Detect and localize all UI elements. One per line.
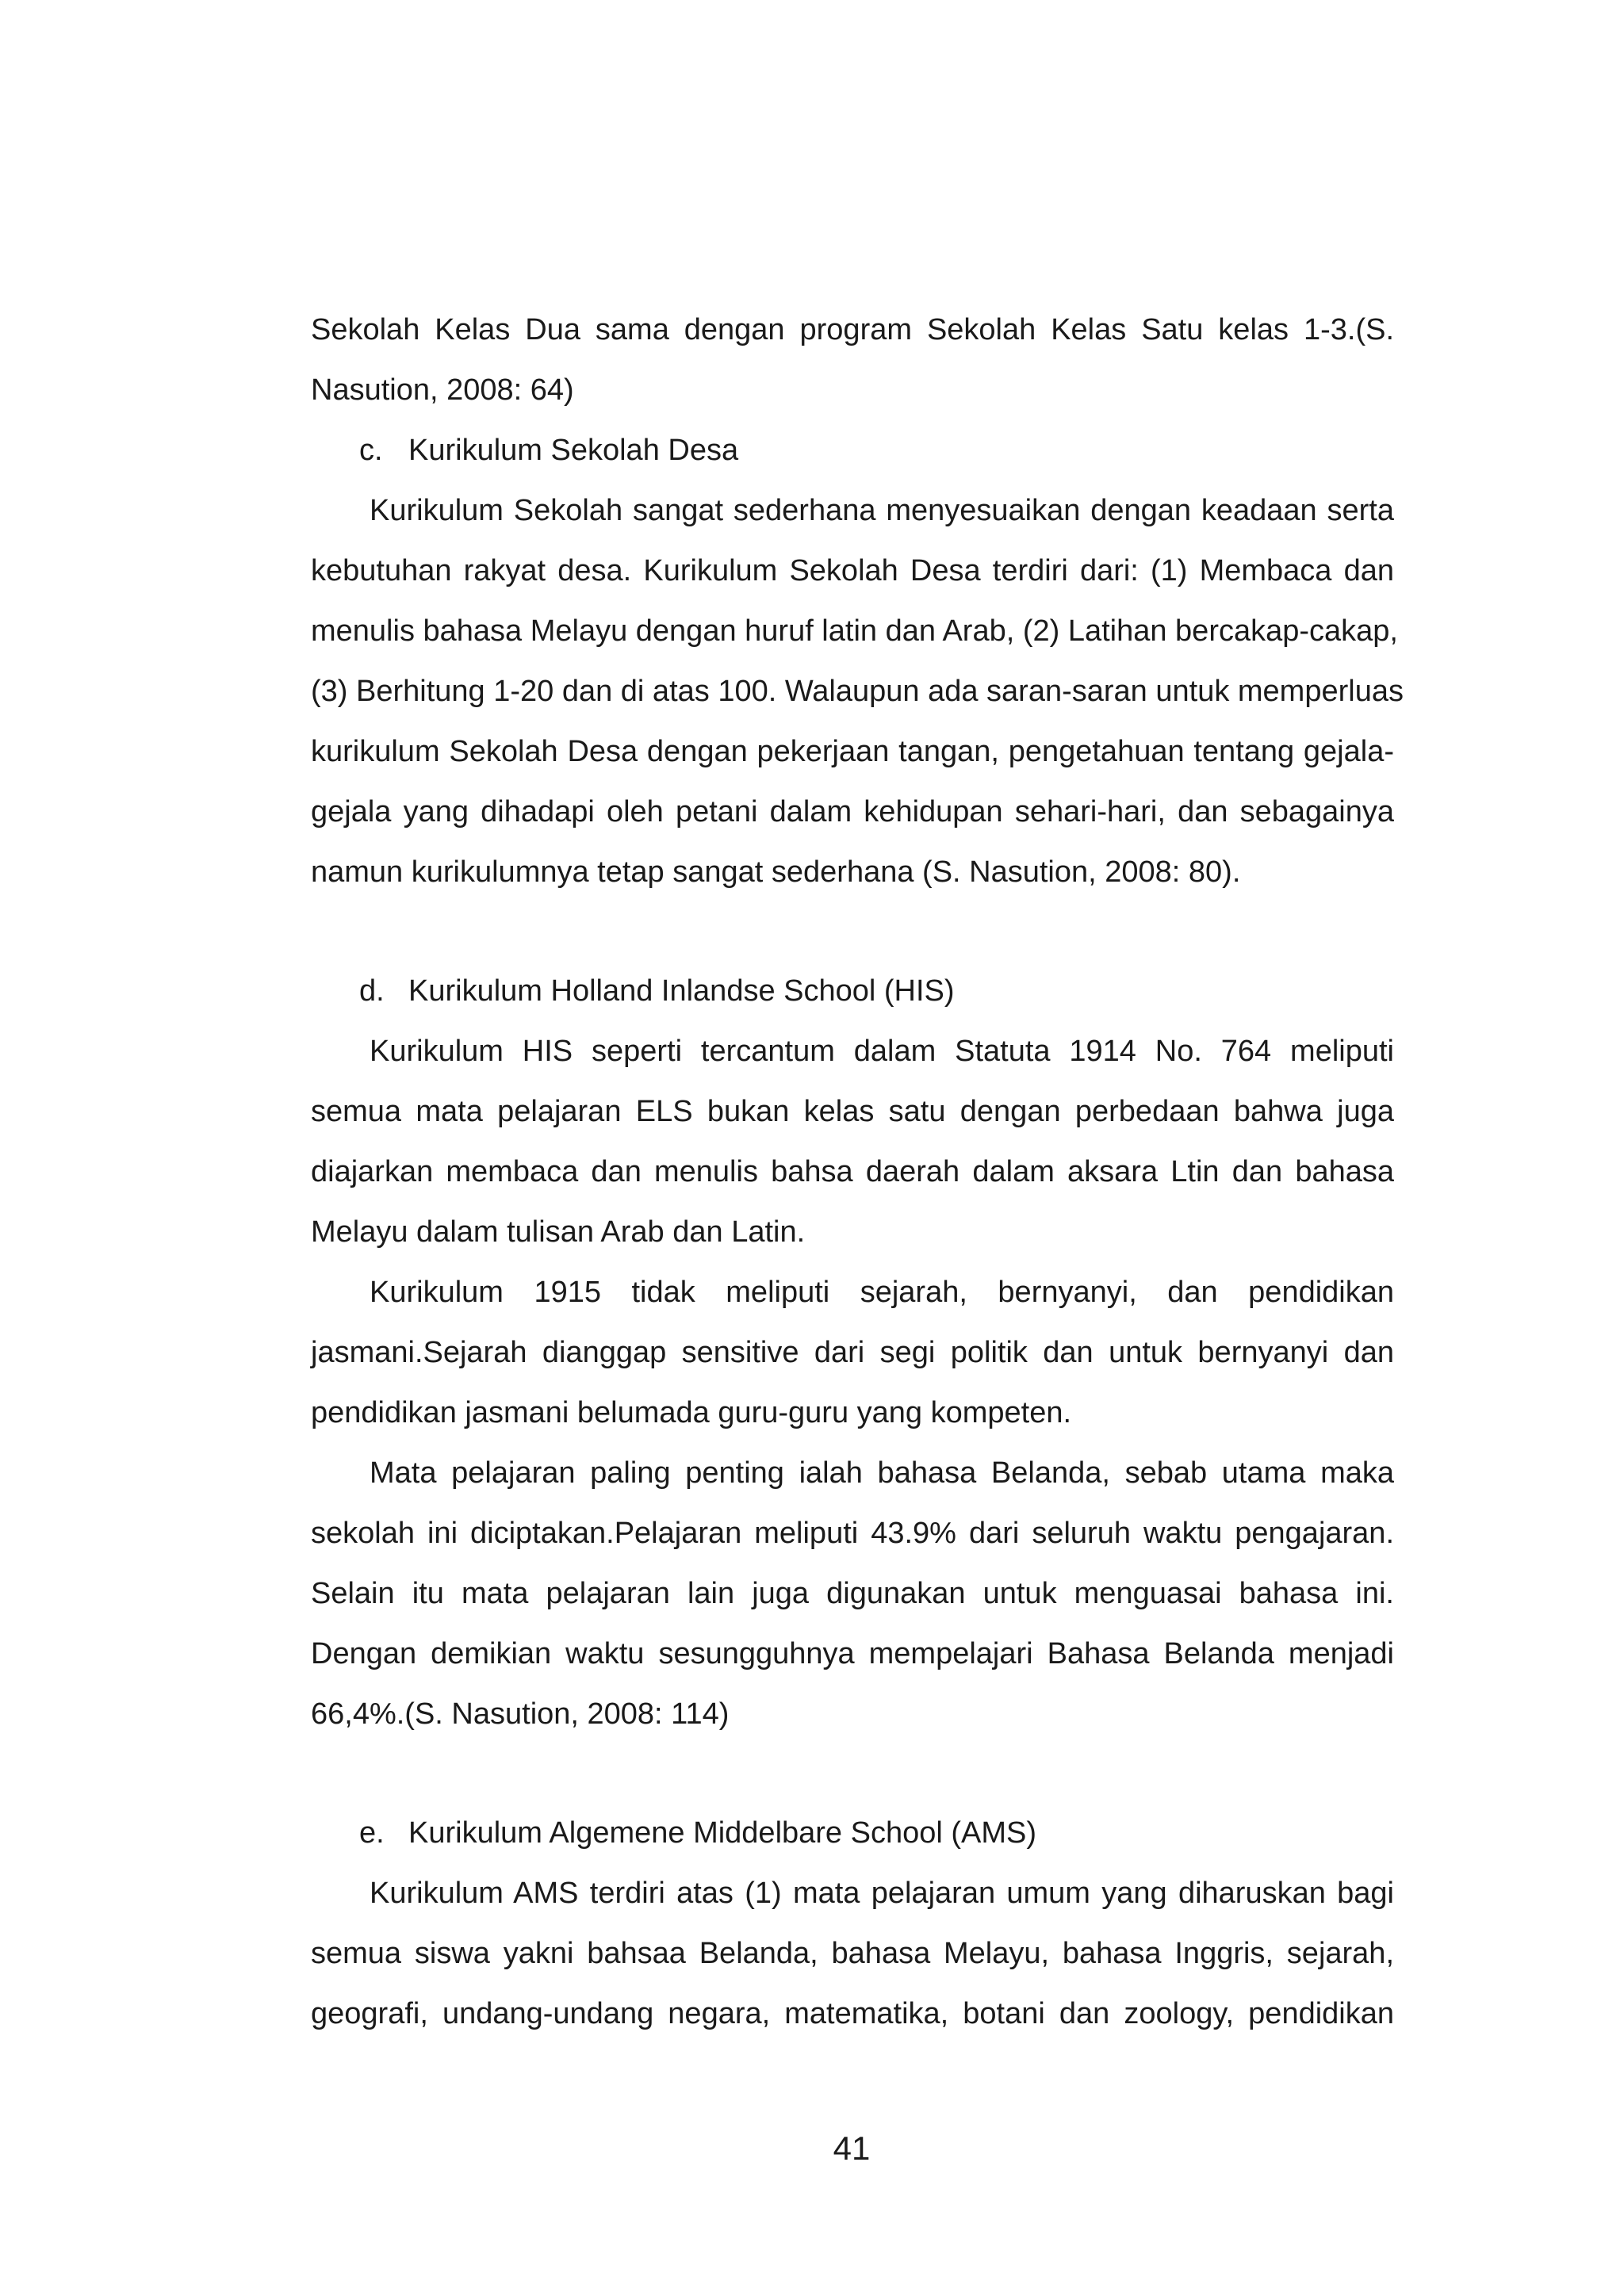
body-line: kurikulum Sekolah Desa dengan pekerjaan tangan, pengetahuan tentang gejala- xyxy=(311,735,1394,768)
list-marker: c. xyxy=(359,434,383,467)
body-line: Kurikulum HIS seperti tercantum dalam Statuta 1914 No. 764 meliputi xyxy=(370,1035,1394,1068)
body-line: Kurikulum AMS terdiri atas (1) mata pelajaran umum yang diharuskan bagi xyxy=(370,1877,1394,1910)
body-line: sekolah ini diciptakan.Pelajaran meliputi 43.9% dari seluruh waktu pengajaran. xyxy=(311,1517,1394,1550)
list-marker: e. xyxy=(359,1816,385,1850)
section-heading-d xyxy=(359,974,955,1008)
body-line: namun kurikulumnya tetap sangat sederhana (S. Nasution, 2008: 80). xyxy=(311,855,1241,889)
body-line: semua mata pelajaran ELS bukan kelas satu dengan perbedaan bahwa juga xyxy=(311,1095,1394,1128)
body-line: (3) Berhitung 1-20 dan di atas 100. Walaupun ada saran-saran untuk memperluas xyxy=(311,675,1404,708)
page-number: 41 xyxy=(833,2130,871,2167)
section-heading-e xyxy=(359,1816,1036,1850)
list-marker: d. xyxy=(359,974,385,1008)
body-line: Kurikulum 1915 tidak meliputi sejarah, bernyanyi, dan pendidikan xyxy=(370,1276,1394,1309)
body-line: Sekolah Kelas Dua sama dengan program Sekolah Kelas Satu kelas 1-3.(S. xyxy=(311,313,1394,346)
section-title: Kurikulum Holland Inlandse School (HIS) xyxy=(408,974,955,1008)
body-line: geografi, undang-undang negara, matematika, botani dan zoology, pendidikan xyxy=(311,1997,1394,2030)
body-line: gejala yang dihadapi oleh petani dalam kehidupan sehari-hari, dan sebagainya xyxy=(311,795,1394,828)
body-line: menulis bahasa Melayu dengan huruf latin dan Arab, (2) Latihan bercakap-cakap, xyxy=(311,614,1398,648)
body-line: 66,4%.(S. Nasution, 2008: 114) xyxy=(311,1697,730,1731)
body-line: Nasution, 2008: 64) xyxy=(311,373,574,407)
body-line: diajarkan membaca dan menulis bahsa daerah dalam aksara Ltin dan bahasa xyxy=(311,1155,1394,1188)
body-line: pendidikan jasmani belumada guru-guru yang kompeten. xyxy=(311,1396,1072,1429)
body-line: semua siswa yakni bahsaa Belanda, bahasa Melayu, bahasa Inggris, sejarah, xyxy=(311,1937,1394,1970)
body-line: Kurikulum Sekolah sangat sederhana menyesuaikan dengan keadaan serta xyxy=(370,494,1394,527)
section-heading-c xyxy=(359,433,738,468)
body-line: Dengan demikian waktu sesungguhnya mempelajari Bahasa Belanda menjadi xyxy=(311,1637,1394,1670)
body-line: jasmani.Sejarah dianggap sensitive dari segi politik dan untuk bernyanyi dan xyxy=(311,1336,1394,1369)
body-line: kebutuhan rakyat desa. Kurikulum Sekolah Desa terdiri dari: (1) Membaca dan xyxy=(311,554,1394,587)
section-title: Kurikulum Algemene Middelbare School (AMS) xyxy=(408,1816,1037,1850)
section-title: Kurikulum Sekolah Desa xyxy=(408,434,739,467)
body-line: Selain itu mata pelajaran lain juga digunakan untuk menguasai bahasa ini. xyxy=(311,1577,1394,1610)
body-line: Mata pelajaran paling penting ialah bahasa Belanda, sebab utama maka xyxy=(370,1456,1394,1490)
body-line: Melayu dalam tulisan Arab dan Latin. xyxy=(311,1215,806,1249)
